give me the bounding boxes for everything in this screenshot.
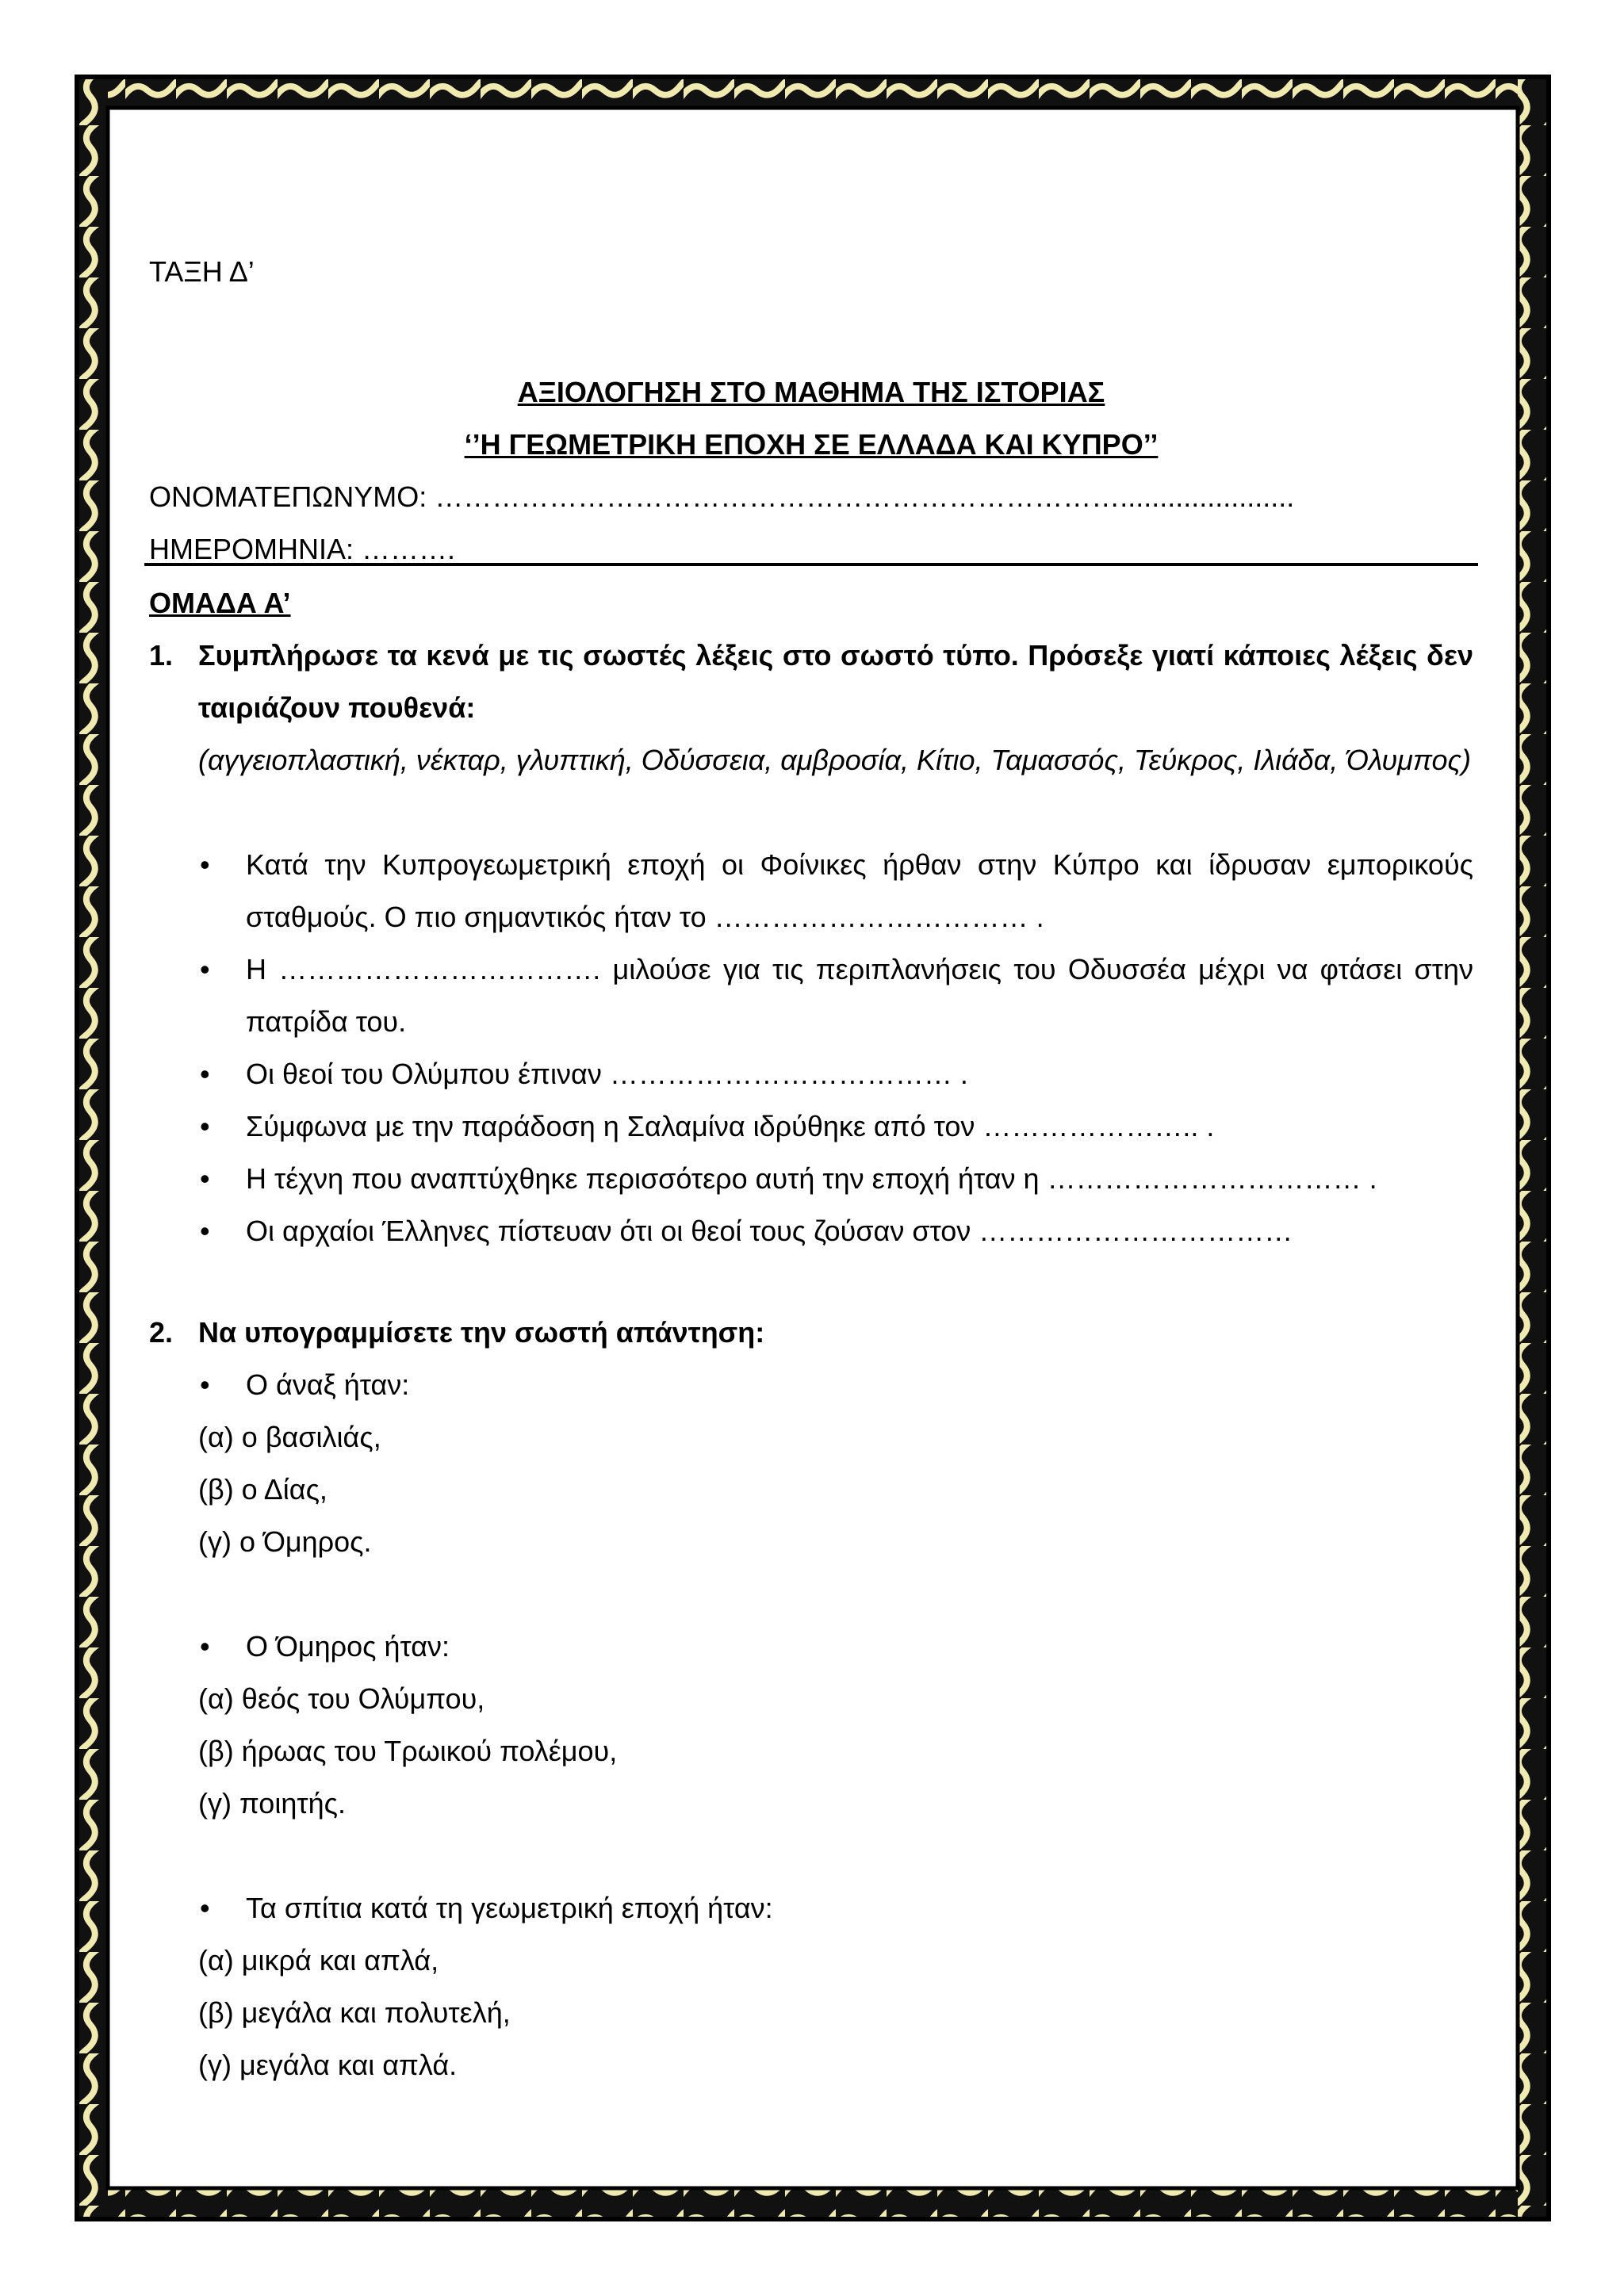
multiple-choice-prompt: [149, 1621, 1473, 1673]
fill-in-item-text: Η ……………………………. μιλούσε για τις περιπλανήσεις του Οδυσσέα μέχρι να φτάσει στην πατρίδα του.: [246, 953, 1473, 1038]
answer-option[interactable]: (α) ο βασιλιάς,: [198, 1421, 381, 1453]
assessment-title: ΑΞΙΟΛΟΓΗΣΗ ΣΤΟ ΜΑΘΗΜΑ ΤΗΣ ΙΣΤΟΡΙΑΣ: [517, 376, 1105, 408]
answer-option[interactable]: (α) θεός του Ολύμπου,: [198, 1682, 485, 1715]
fill-in-item: [149, 1153, 1473, 1205]
multiple-choice-prompt: [149, 1359, 1473, 1411]
fill-in-item: [149, 943, 1473, 1048]
question-2-number: 2.: [149, 1316, 174, 1349]
assessment-subtitle: ‘’Η ΓΕΩΜΕΤΡΙΚΗ ΕΠΟΧΗ ΣΕ ΕΛΛΑΔΑ ΚΑΙ ΚΥΠΡΟ’’: [464, 428, 1159, 461]
date-field: ΗΜΕΡΟΜΗΝΙΑ: ……….: [149, 533, 456, 565]
question-1-instruction: Συμπλήρωσε τα κενά με τις σωστές λέξεις στο σωστό τύπο. Πρόσεξε γιατί κάποιες λέξεις δεν ταιριάζουν πουθενά:: [198, 639, 1473, 724]
bullet-icon: •: [200, 1162, 210, 1195]
question-2-instruction: Να υπογραμμίσετε την σωστή απάντηση:: [198, 1316, 765, 1349]
bullet-icon: •: [200, 953, 210, 985]
fill-in-item: [149, 839, 1473, 943]
question-1-number: 1.: [149, 639, 174, 672]
bullet-icon: •: [200, 848, 210, 881]
question-2: [149, 1307, 1473, 1359]
fill-in-item: [149, 1205, 1473, 1257]
name-field: ΟΝΟΜΑΤΕΠΩΝΥΜΟ: ………………………………………………………………......................: [149, 480, 1295, 513]
fill-in-item-text: Κατά την Κυπρογεωμετρική εποχή οι Φοίνικες ήρθαν στην Κύπρο και ίδρυσαν εμπορικούς σταθμούς. Ο πιο σημαντικός ήταν το …………………………… .: [246, 848, 1473, 933]
multiple-choice-item: [149, 1359, 1473, 1568]
multiple-choice-prompt: [149, 1882, 1473, 1934]
answer-option[interactable]: (β) ήρωας του Τρωικού πολέμου,: [198, 1735, 618, 1767]
fill-in-item-text: Οι αρχαίοι Έλληνες πίστευαν ότι οι θεοί τους ζούσαν στον ……………………………: [246, 1215, 1293, 1247]
fill-in-item-text: Σύμφωνα με την παράδοση η Σαλαμίνα ιδρύθηκε από τον ………………….. .: [246, 1110, 1215, 1142]
answer-option[interactable]: (γ) μεγάλα και απλά.: [198, 2049, 458, 2081]
prompt-text: Ο Όμηρος ήταν:: [246, 1630, 450, 1663]
answer-option[interactable]: (β) μεγάλα και πολυτελή,: [198, 1996, 511, 2029]
fill-in-list: [149, 839, 1473, 1257]
prompt-text: Ο άναξ ήταν:: [246, 1368, 410, 1401]
fill-in-item-text: Η τέχνη που αναπτύχθηκε περισσότερο αυτή την εποχή ήταν η …………………………… .: [246, 1162, 1377, 1195]
class-label: ΤΑΞΗ Δ’: [149, 255, 255, 288]
multiple-choice-item: [149, 1621, 1473, 1830]
answer-option[interactable]: (γ) ο Όμηρος.: [198, 1525, 372, 1558]
word-bank: (αγγειοπλαστική, νέκταρ, γλυπτική, Οδύσσεια, αμβροσία, Κίτιο, Ταμασσός, Τεύκρος, Ιλιάδα, Όλυμπος): [198, 744, 1472, 776]
multiple-choice-item: [149, 1882, 1473, 2091]
answer-option[interactable]: (γ) ποιητής.: [198, 1787, 346, 1820]
prompt-text: Τα σπίτια κατά τη γεωμετρική εποχή ήταν:: [246, 1892, 773, 1924]
question-1: [149, 629, 1473, 734]
group-title: ΟΜΑΔΑ Α’: [149, 587, 291, 619]
bullet-icon: •: [200, 1630, 210, 1663]
bullet-icon: •: [200, 1892, 210, 1924]
bullet-icon: •: [200, 1058, 210, 1090]
fill-in-item: [149, 1100, 1473, 1153]
header-divider: [144, 563, 1478, 566]
fill-in-item: [149, 1048, 1473, 1100]
bullet-icon: •: [200, 1368, 210, 1401]
bullet-icon: •: [200, 1215, 210, 1247]
bullet-icon: •: [200, 1110, 210, 1142]
answer-option[interactable]: (α) μικρά και απλά,: [198, 1944, 439, 1976]
answer-option[interactable]: (β) ο Δίας,: [198, 1473, 327, 1506]
fill-in-item-text: Οι θεοί του Ολύμπου έπιναν ……………………………… .: [246, 1058, 968, 1090]
